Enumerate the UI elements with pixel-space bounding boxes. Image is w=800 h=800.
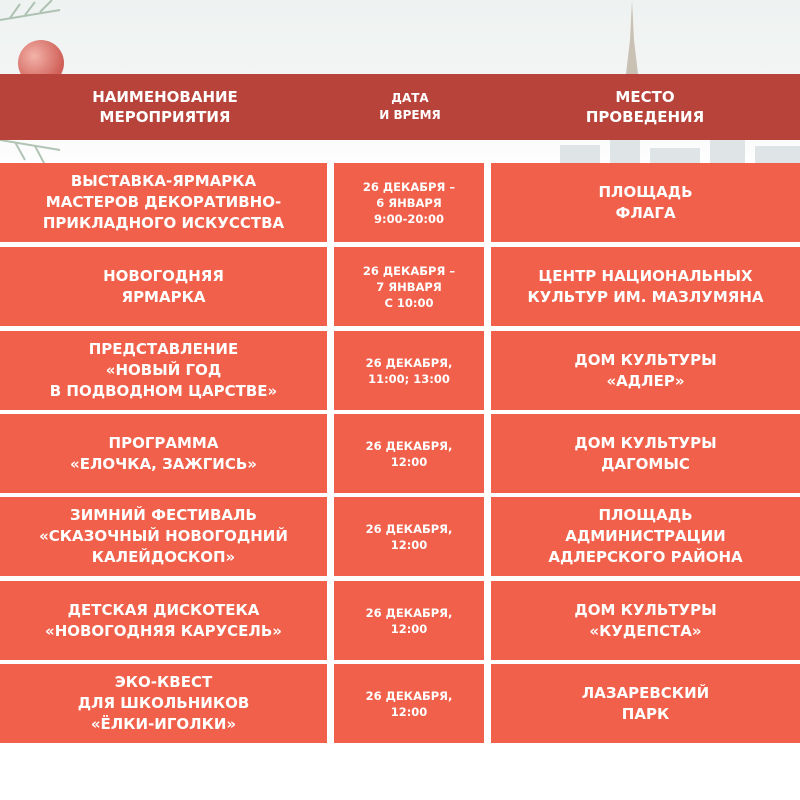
spire-decoration: [624, 0, 640, 74]
table-row: [0, 414, 800, 493]
event-venue-cell: ДОМ КУЛЬТУРЫ ДАГОМЫС: [491, 414, 800, 493]
event-venue-cell: ПЛОЩАДЬ ФЛАГА: [491, 163, 800, 242]
event-name-cell: ЭКО-КВЕСТ ДЛЯ ШКОЛЬНИКОВ «ЁЛКИ-ИГОЛКИ»: [0, 664, 327, 743]
event-date-cell: 26 ДЕКАБРЯ – 6 ЯНВАРЯ 9:00-20:00: [334, 163, 484, 242]
header-event-name: НАИМЕНОВАНИЕ МЕРОПРИЯТИЯ: [92, 88, 238, 126]
event-venue-cell: ЦЕНТР НАЦИОНАЛЬНЫХ КУЛЬТУР ИМ. МАЗЛУМЯНА: [491, 247, 800, 326]
table-row: [0, 163, 800, 242]
event-name-cell: НОВОГОДНЯЯ ЯРМАРКА: [0, 247, 327, 326]
event-venue-cell: ЛАЗАРЕВСКИЙ ПАРК: [491, 664, 800, 743]
event-venue-cell: ДОМ КУЛЬТУРЫ «АДЛЕР»: [491, 331, 800, 410]
table-row: [0, 581, 800, 660]
table-row: [0, 664, 800, 743]
event-name-cell: ПРОГРАММА «ЕЛОЧКА, ЗАЖГИСЬ»: [0, 414, 327, 493]
event-date-cell: 26 ДЕКАБРЯ, 12:00: [334, 581, 484, 660]
event-date-cell: 26 ДЕКАБРЯ, 12:00: [334, 414, 484, 493]
table-row: [0, 247, 800, 326]
event-date-cell: 26 ДЕКАБРЯ, 12:00: [334, 664, 484, 743]
event-name-cell: ДЕТСКАЯ ДИСКОТЕКА «НОВОГОДНЯЯ КАРУСЕЛЬ»: [0, 581, 327, 660]
event-date-cell: 26 ДЕКАБРЯ, 11:00; 13:00: [334, 331, 484, 410]
header-date-time: ДАТА И ВРЕМЯ: [379, 91, 441, 122]
event-venue-cell: ПЛОЩАДЬ АДМИНИСТРАЦИИ АДЛЕРСКОГО РАЙОНА: [491, 497, 800, 576]
event-name-cell: ВЫСТАВКА-ЯРМАРКА МАСТЕРОВ ДЕКОРАТИВНО- ПРИКЛАДНОГО ИСКУССТВА: [0, 163, 327, 242]
event-name-cell: ЗИМНИЙ ФЕСТИВАЛЬ «СКАЗОЧНЫЙ НОВОГОДНИЙ КАЛЕЙДОСКОП»: [0, 497, 327, 576]
table-header: [0, 74, 800, 140]
event-date-cell: 26 ДЕКАБРЯ – 7 ЯНВАРЯ С 10:00: [334, 247, 484, 326]
event-date-cell: 26 ДЕКАБРЯ, 12:00: [334, 497, 484, 576]
header-venue: МЕСТО ПРОВЕДЕНИЯ: [585, 88, 705, 126]
table-row: [0, 497, 800, 576]
event-name-cell: ПРЕДСТАВЛЕНИЕ «НОВЫЙ ГОД В ПОДВОДНОМ ЦАРСТВЕ»: [0, 331, 327, 410]
event-venue-cell: ДОМ КУЛЬТУРЫ «КУДЕПСТА»: [491, 581, 800, 660]
table-row: [0, 331, 800, 410]
